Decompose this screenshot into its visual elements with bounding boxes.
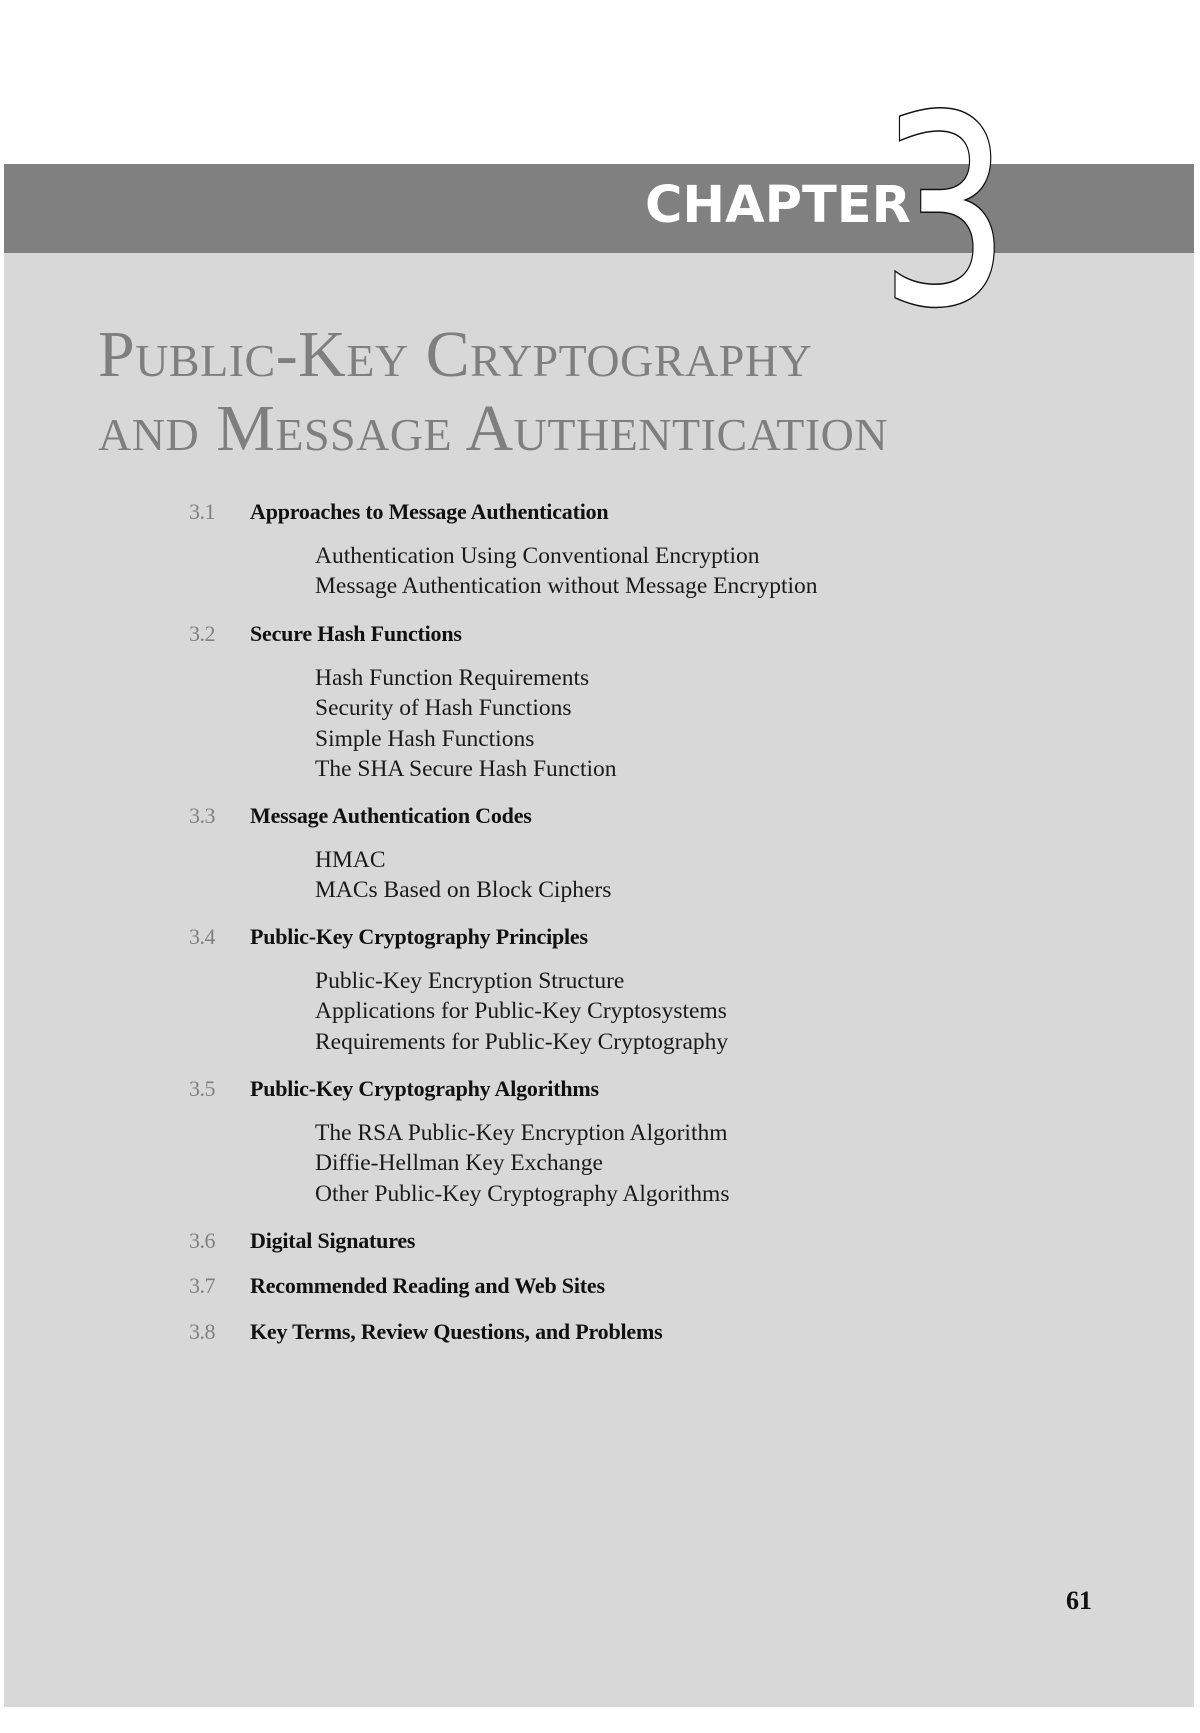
subsection-item[interactable]: Security of Hash Functions — [315, 695, 572, 722]
section-title[interactable]: Digital Signatures — [250, 1228, 416, 1253]
subsection-item[interactable]: Hash Function Requirements — [315, 665, 590, 691]
section-title[interactable]: Key Terms, Review Questions, and Problems — [250, 1319, 663, 1344]
section-number: 3.1 — [189, 499, 215, 524]
subsection-item[interactable]: Other Public-Key Cryptography Algorithms — [315, 1180, 730, 1207]
section-number: 3.6 — [189, 1228, 215, 1253]
subsection-item[interactable]: The RSA Public-Key Encryption Algorithm — [315, 1120, 728, 1146]
subsection-item[interactable]: Public-Key Encryption Structure — [315, 968, 625, 994]
subsection-item[interactable]: HMAC — [315, 847, 386, 873]
subsection-item[interactable]: Message Authentication without Message Encryption — [315, 573, 818, 600]
subsection-item[interactable]: Simple Hash Functions — [315, 725, 535, 752]
subsection-list — [315, 541, 818, 602]
section-number: 3.5 — [189, 1076, 215, 1101]
section-title[interactable]: Secure Hash Functions — [250, 621, 462, 646]
section-number: 3.4 — [189, 924, 215, 949]
subsection-item[interactable]: Authentication Using Conventional Encryption — [315, 543, 760, 569]
section-title[interactable]: Public-Key Cryptography Principles — [250, 924, 588, 949]
section-number: 3.2 — [189, 621, 215, 646]
subsection-item[interactable]: Requirements for Public-Key Cryptography — [315, 1028, 729, 1055]
subsection-list — [315, 663, 617, 784]
subsection-list — [315, 1118, 729, 1209]
subsection-item[interactable]: Applications for Public-Key Cryptosystems — [315, 998, 727, 1025]
section-title[interactable]: Approaches to Message Authentication — [250, 499, 609, 524]
subsection-item[interactable]: Diffie-Hellman Key Exchange — [315, 1150, 603, 1177]
chapter-title — [98, 318, 888, 466]
section-number: 3.3 — [189, 803, 215, 828]
chapter-title-line-1: Public-Key Cryptography — [98, 318, 813, 391]
chapter-title-line-2: and Message Authentication — [98, 392, 889, 465]
section-title[interactable]: Message Authentication Codes — [250, 803, 532, 828]
subsection-item[interactable]: MACs Based on Block Ciphers — [315, 877, 612, 904]
section-title[interactable]: Recommended Reading and Web Sites — [250, 1273, 605, 1298]
subsection-list — [315, 966, 728, 1057]
subsection-item[interactable]: The SHA Secure Hash Function — [315, 755, 617, 782]
section-number: 3.7 — [189, 1273, 215, 1298]
section-number: 3.8 — [189, 1319, 215, 1344]
chapter-band — [4, 164, 1194, 253]
section-title[interactable]: Public-Key Cryptography Algorithms — [250, 1076, 599, 1101]
chapter-label: CHAPTER — [645, 176, 911, 235]
chapter-number: 3 — [880, 60, 1011, 365]
page-number: 61 — [1066, 1586, 1092, 1615]
subsection-list — [315, 845, 611, 906]
